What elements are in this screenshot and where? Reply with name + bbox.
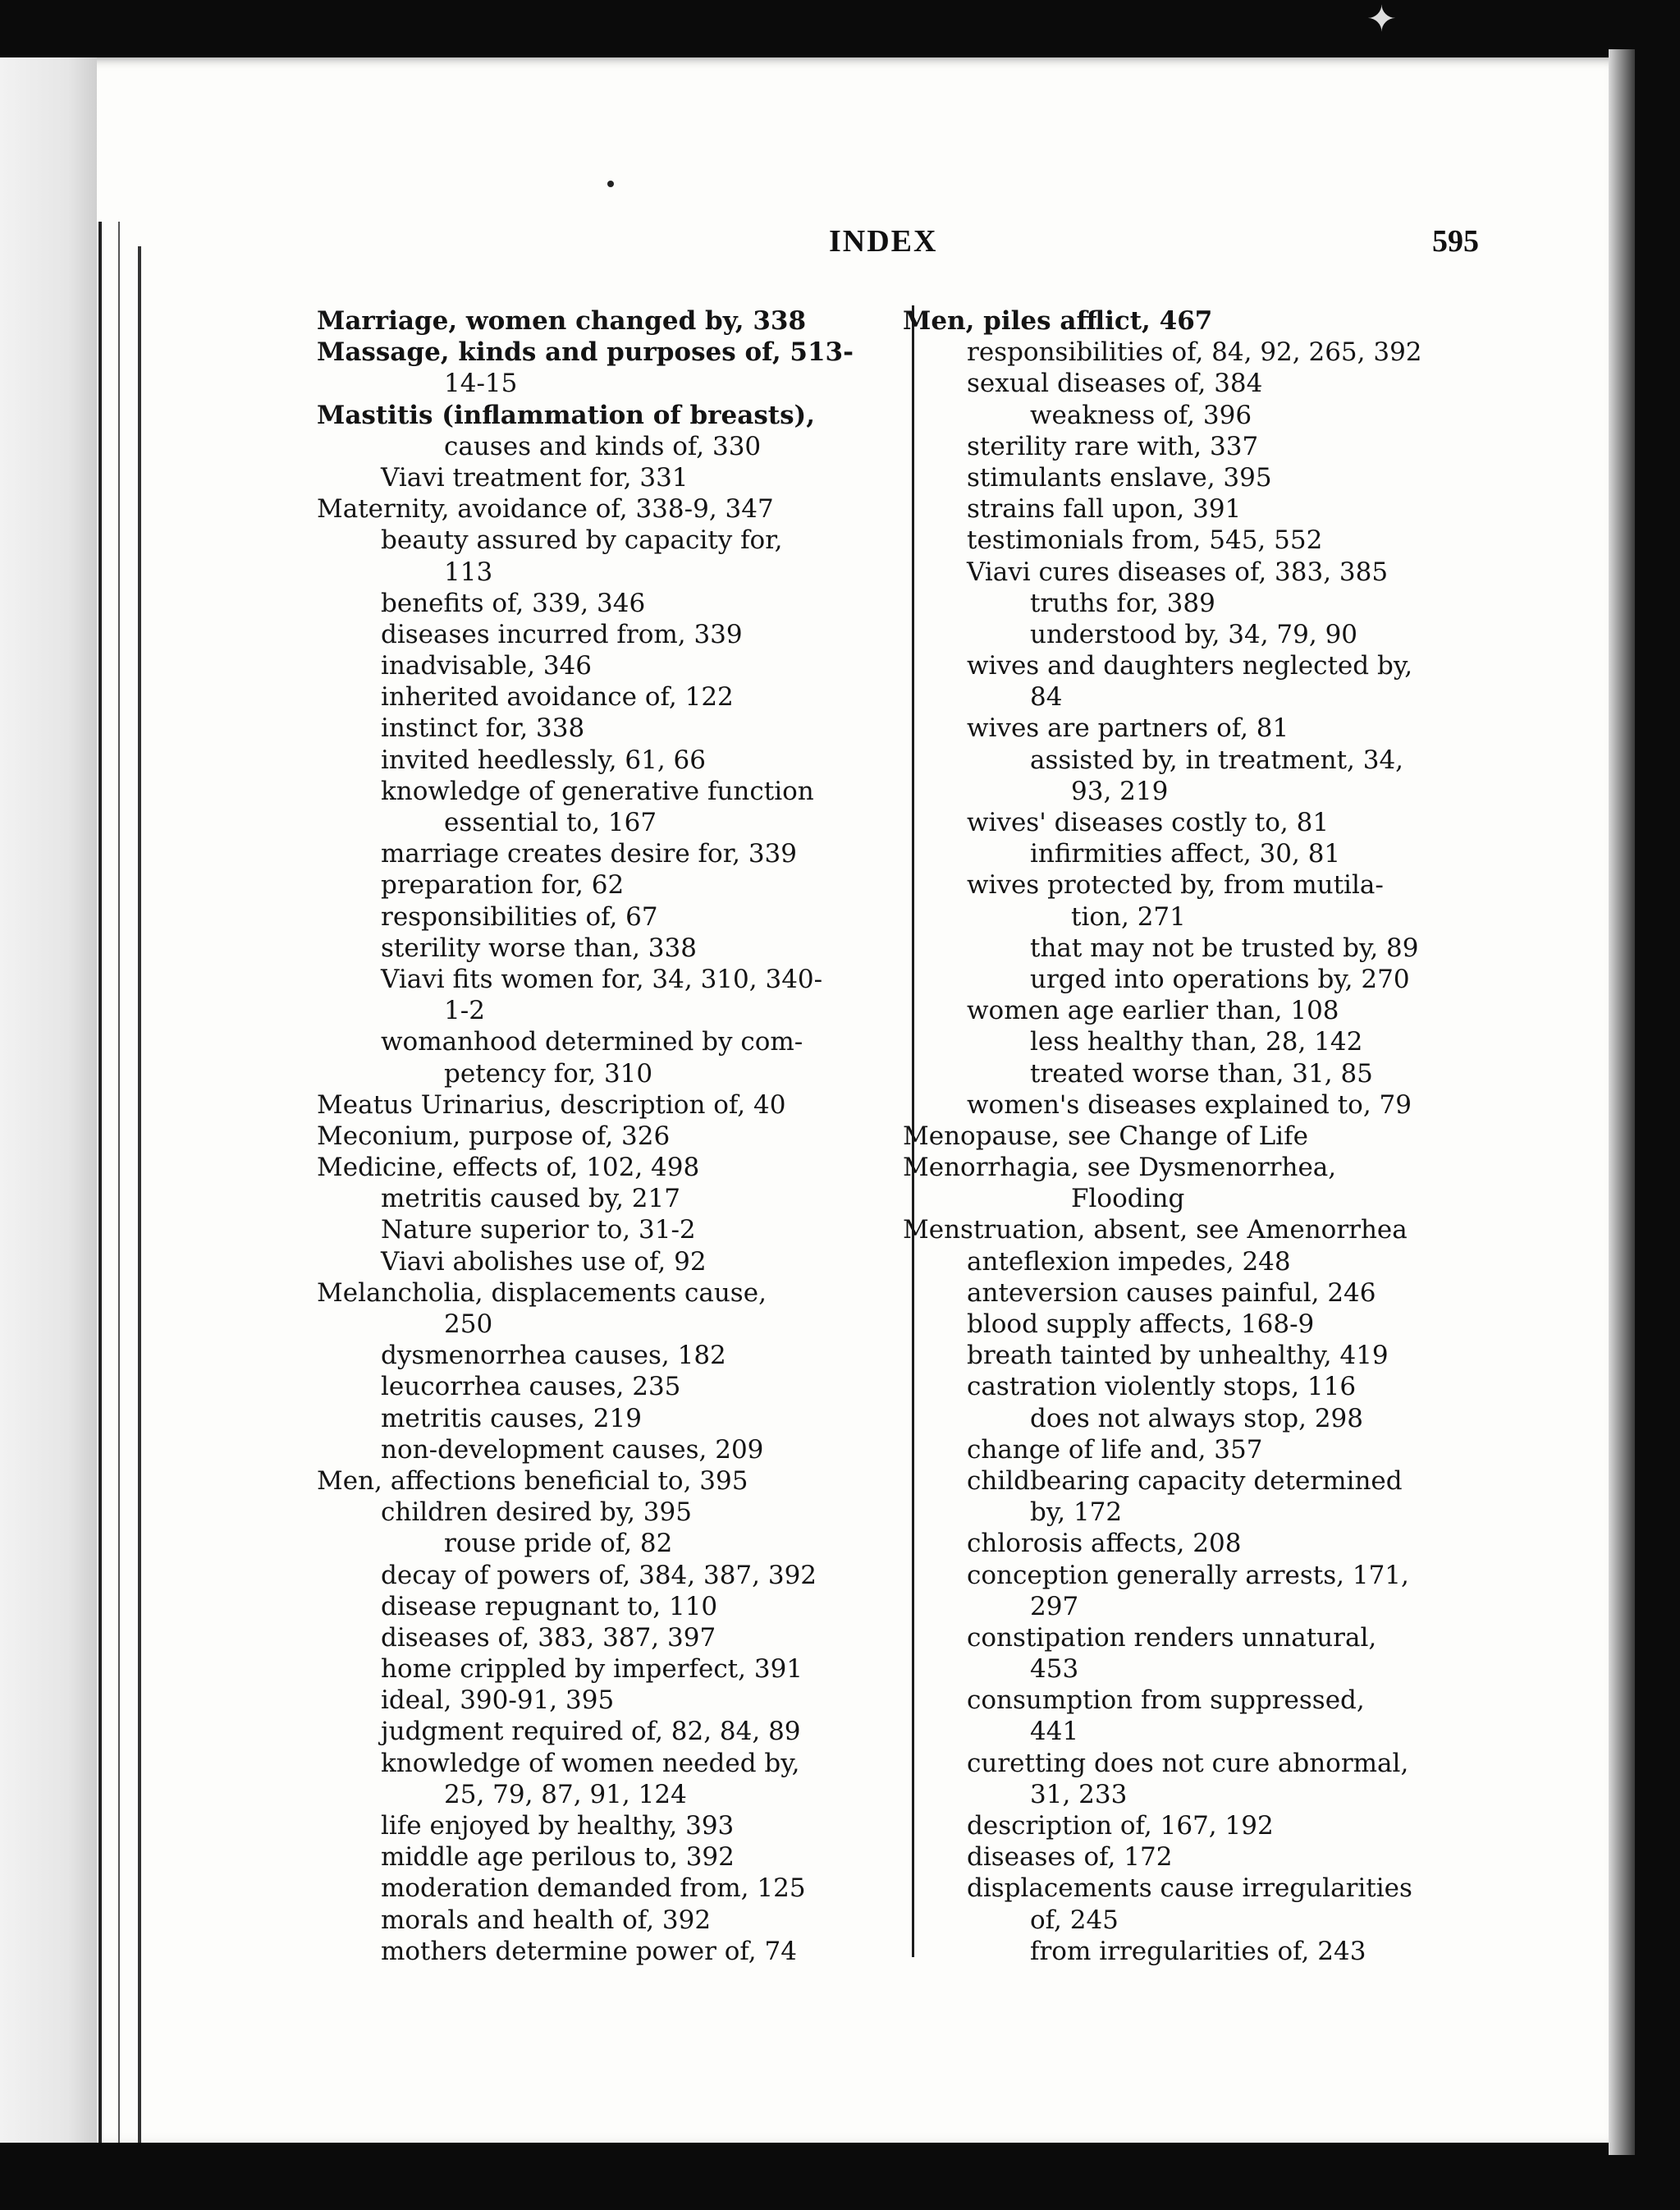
index-subentry: causes and kinds of, 330 xyxy=(444,431,762,461)
index-subentry: Viavi fits women for, 34, 310, 340- xyxy=(381,964,823,994)
index-subentry: essential to, 167 xyxy=(444,808,657,837)
index-subentry: petency for, 310 xyxy=(444,1058,653,1089)
index-subentry: life enjoyed by healthy, 393 xyxy=(381,1811,735,1841)
index-subentry: benefits of, 339, 346 xyxy=(381,588,646,618)
index-subentry: Viavi cures diseases of, 383, 385 xyxy=(967,557,1389,587)
index-heading: Medicine, effects of, 102, 498 xyxy=(317,1153,700,1183)
index-column-right xyxy=(903,305,1494,1972)
index-column-left xyxy=(317,305,908,1972)
index-subentry: description of, 167, 192 xyxy=(967,1811,1274,1841)
index-subentry: from irregularities of, 243 xyxy=(1030,1936,1366,1966)
index-subentry: consumption from suppressed, xyxy=(967,1685,1365,1716)
index-subentry: 31, 233 xyxy=(1030,1779,1128,1809)
index-heading: Melancholia, displacements cause, xyxy=(317,1277,767,1308)
page-fold xyxy=(138,246,141,2143)
index-subentry: wives protected by, from mutila- xyxy=(967,870,1384,901)
index-subentry: 1-2 xyxy=(444,996,485,1026)
index-subentry: constipation renders unnatural, xyxy=(967,1622,1377,1653)
index-subentry: 14-15 xyxy=(444,369,518,399)
index-subentry: sterility rare with, 337 xyxy=(967,431,1259,461)
index-subentry: 113 xyxy=(444,557,493,587)
index-subentry: metritis caused by, 217 xyxy=(381,1184,680,1214)
index-subentry: urged into operations by, 270 xyxy=(1030,964,1410,994)
index-subentry: responsibilities of, 67 xyxy=(381,901,658,932)
index-subentry: marriage creates desire for, 339 xyxy=(381,839,797,869)
index-subentry: 250 xyxy=(444,1309,493,1339)
book-binding xyxy=(98,222,120,2143)
index-subentry: wives' diseases costly to, 81 xyxy=(967,808,1330,837)
index-subentry: metritis causes, 219 xyxy=(381,1403,642,1433)
index-subentry: women age earlier than, 108 xyxy=(967,996,1339,1026)
index-subentry: knowledge of women needed by, xyxy=(381,1748,800,1778)
index-subentry: diseases incurred from, 339 xyxy=(381,619,743,649)
index-subentry: testimonials from, 545, 552 xyxy=(967,525,1323,556)
index-heading: Meatus Urinarius, description of, 40 xyxy=(317,1089,786,1120)
index-subentry: breath tainted by unhealthy, 419 xyxy=(967,1341,1389,1371)
index-subentry: tion, 271 xyxy=(1071,901,1186,932)
index-subentry: home crippled by imperfect, 391 xyxy=(381,1654,803,1685)
index-subentry: preparation for, 62 xyxy=(381,870,625,901)
index-subentry: treated worse than, 31, 85 xyxy=(1030,1058,1373,1089)
index-heading: Mastitis (inflammation of breasts), xyxy=(317,400,815,430)
scan-artifact-icon: ✦ xyxy=(1366,0,1397,40)
index-subentry: non-development causes, 209 xyxy=(381,1434,764,1465)
index-subentry: responsibilities of, 84, 92, 265, 392 xyxy=(967,337,1422,368)
index-subentry: that may not be trusted by, 89 xyxy=(1030,933,1419,963)
index-subentry: 84 xyxy=(1030,682,1063,713)
index-heading: Men, affections beneficial to, 395 xyxy=(317,1465,748,1496)
facing-page-edge xyxy=(0,57,97,2143)
index-subentry: wives are partners of, 81 xyxy=(967,713,1289,744)
index-subentry: understood by, 34, 79, 90 xyxy=(1030,619,1358,649)
index-subentry: knowledge of generative function xyxy=(381,776,814,806)
index-subentry: Flooding xyxy=(1071,1184,1185,1214)
index-subentry: by, 172 xyxy=(1030,1497,1123,1528)
index-subentry: leucorrhea causes, 235 xyxy=(381,1372,681,1402)
index-subentry: conception generally arrests, 171, xyxy=(967,1560,1409,1590)
index-subentry: inadvisable, 346 xyxy=(381,651,593,681)
index-subentry: middle age perilous to, 392 xyxy=(381,1842,735,1873)
index-subentry: truths for, 389 xyxy=(1030,588,1215,618)
index-subentry: curetting does not cure abnormal, xyxy=(967,1748,1409,1778)
index-subentry: moderation demanded from, 125 xyxy=(381,1873,806,1904)
index-heading: Men, piles afflict, 467 xyxy=(903,306,1213,336)
index-subentry: decay of powers of, 384, 387, 392 xyxy=(381,1560,817,1590)
page-number: 595 xyxy=(1432,224,1479,259)
index-heading: Menorrhagia, see Dysmenorrhea, xyxy=(903,1153,1337,1183)
index-subentry: women's diseases explained to, 79 xyxy=(967,1089,1412,1120)
index-heading: Menstruation, absent, see Amenorrhea xyxy=(903,1215,1408,1245)
index-subentry: castration violently stops, 116 xyxy=(967,1372,1357,1402)
index-subentry: children desired by, 395 xyxy=(381,1497,692,1528)
index-subentry: 25, 79, 87, 91, 124 xyxy=(444,1779,687,1809)
index-subentry: change of life and, 357 xyxy=(967,1434,1263,1465)
running-title: INDEX xyxy=(829,224,938,259)
index-subentry: 93, 219 xyxy=(1071,776,1169,806)
index-subentry: blood supply affects, 168-9 xyxy=(967,1309,1315,1339)
index-subentry: dysmenorrhea causes, 182 xyxy=(381,1341,726,1371)
index-subentry: diseases of, 383, 387, 397 xyxy=(381,1622,716,1653)
index-subentry: diseases of, 172 xyxy=(967,1842,1173,1873)
index-subentry: beauty assured by capacity for, xyxy=(381,525,783,556)
index-subentry: strains fall upon, 391 xyxy=(967,494,1242,525)
index-subentry: invited heedlessly, 61, 66 xyxy=(381,745,707,775)
index-subentry: assisted by, in treatment, 34, xyxy=(1030,745,1404,775)
index-subentry: Nature superior to, 31-2 xyxy=(381,1215,696,1245)
index-subentry: anteversion causes painful, 246 xyxy=(967,1277,1376,1308)
index-heading: Marriage, women changed by, 338 xyxy=(317,306,807,336)
index-subentry: chlorosis affects, 208 xyxy=(967,1529,1242,1559)
index-subentry: childbearing capacity determined xyxy=(967,1465,1403,1496)
index-subentry: instinct for, 338 xyxy=(381,713,585,744)
index-subentry: weakness of, 396 xyxy=(1030,400,1252,430)
index-subentry: does not always stop, 298 xyxy=(1030,1403,1363,1433)
index-heading: Menopause, see Change of Life xyxy=(903,1121,1308,1151)
index-subentry: 453 xyxy=(1030,1654,1079,1685)
index-subentry: judgment required of, 82, 84, 89 xyxy=(381,1717,801,1747)
page-right-edge xyxy=(1609,49,1635,2155)
index-heading: Meconium, purpose of, 326 xyxy=(317,1121,671,1151)
index-subentry: morals and health of, 392 xyxy=(381,1905,712,1935)
index-subentry: womanhood determined by com- xyxy=(381,1027,803,1057)
index-heading: Massage, kinds and purposes of, 513- xyxy=(317,337,854,368)
index-subentry: Viavi abolishes use of, 92 xyxy=(381,1246,707,1277)
index-subentry: of, 245 xyxy=(1030,1905,1119,1935)
index-subentry: sexual diseases of, 384 xyxy=(967,369,1263,399)
index-subentry: stimulants enslave, 395 xyxy=(967,462,1272,493)
index-subentry: displacements cause irregularities xyxy=(967,1873,1412,1904)
index-subentry: sterility worse than, 338 xyxy=(381,933,697,963)
index-subentry: 297 xyxy=(1030,1591,1079,1621)
index-subentry: mothers determine power of, 74 xyxy=(381,1936,797,1966)
ink-dot xyxy=(607,181,614,187)
index-subentry: 441 xyxy=(1030,1717,1079,1747)
index-subentry: infirmities affect, 30, 81 xyxy=(1030,839,1341,869)
index-subentry: inherited avoidance of, 122 xyxy=(381,682,734,713)
index-subentry: ideal, 390-91, 395 xyxy=(381,1685,615,1716)
index-subentry: Viavi treatment for, 331 xyxy=(381,462,689,493)
index-heading: Maternity, avoidance of, 338-9, 347 xyxy=(317,494,774,525)
index-subentry: anteflexion impedes, 248 xyxy=(967,1246,1291,1277)
index-subentry: wives and daughters neglected by, xyxy=(967,651,1413,681)
index-subentry: rouse pride of, 82 xyxy=(444,1529,673,1559)
index-subentry: disease repugnant to, 110 xyxy=(381,1591,718,1621)
index-subentry: less healthy than, 28, 142 xyxy=(1030,1027,1363,1057)
